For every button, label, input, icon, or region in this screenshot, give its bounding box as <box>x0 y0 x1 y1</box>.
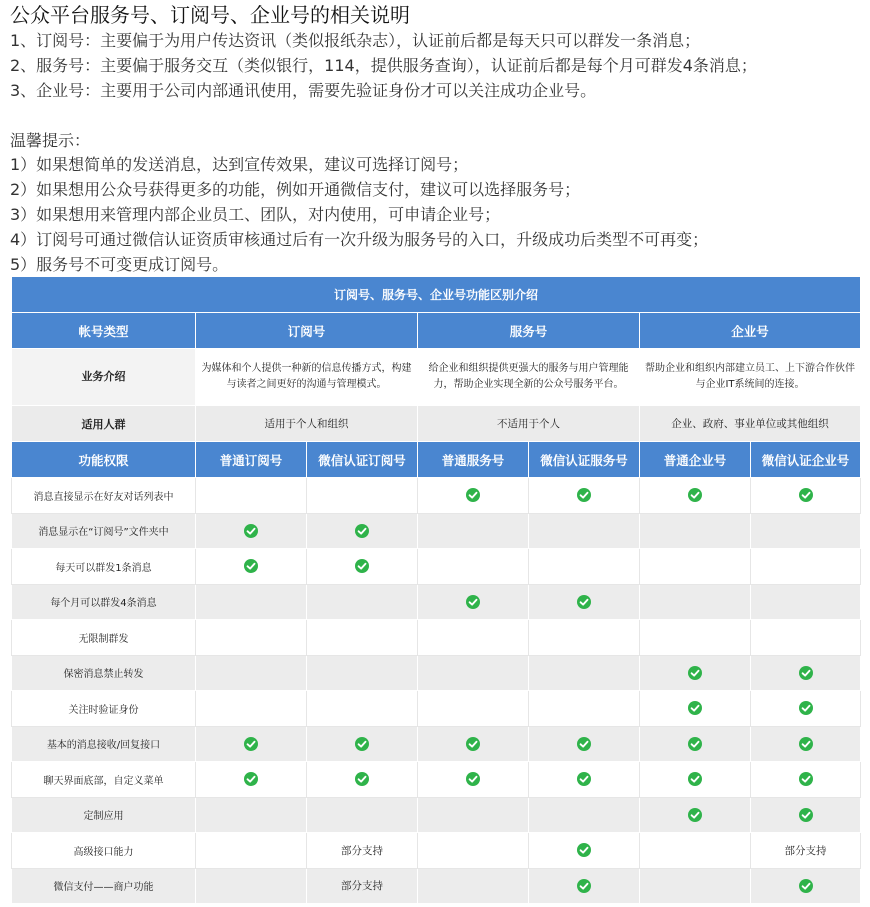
feature-cell-empty <box>640 620 751 656</box>
feature-cell-empty <box>640 833 751 869</box>
feature-cell-empty <box>196 620 307 656</box>
description-line: 5）服务号不可变更成订阅号。 <box>10 255 229 275</box>
check-icon <box>466 595 480 609</box>
audience-service: 不适用于个人 <box>418 406 640 442</box>
feature-cell-empty <box>196 655 307 691</box>
check-icon <box>244 737 258 751</box>
feature-label: 保密消息禁止转发 <box>12 655 196 691</box>
header-account-type: 帐号类型 <box>12 313 196 349</box>
table-row <box>12 620 861 656</box>
feature-cell-empty <box>196 833 307 869</box>
feature-cell-empty <box>418 868 529 904</box>
feature-cell-empty <box>196 868 307 904</box>
feature-label: 基本的消息接收/回复接口 <box>12 726 196 762</box>
table-row <box>12 797 861 833</box>
feature-cell-supported <box>529 478 640 514</box>
feature-column-header: 微信认证企业号 <box>751 442 861 478</box>
feature-cell-supported <box>307 726 418 762</box>
feature-cell-empty <box>418 513 529 549</box>
feature-cell-text: 部分支持 <box>751 833 861 869</box>
feature-cell-empty <box>307 655 418 691</box>
check-icon <box>577 737 591 751</box>
check-icon <box>577 488 591 502</box>
page-title: 公众平台服务号、订阅号、企业号的相关说明 <box>10 3 410 27</box>
check-icon <box>355 559 369 573</box>
feature-cell-text: 部分支持 <box>307 868 418 904</box>
feature-cell-empty <box>196 691 307 727</box>
feature-cell-empty <box>418 549 529 585</box>
check-icon <box>577 772 591 786</box>
check-icon <box>244 772 258 786</box>
description-line: 1、订阅号：主要偏于为用户传达资讯（类似报纸杂志），认证前后都是每天只可以群发一条消息； <box>10 31 701 50</box>
feature-cell-empty <box>529 620 640 656</box>
blank-line <box>10 104 870 129</box>
check-icon <box>799 488 813 502</box>
check-icon <box>688 737 702 751</box>
feature-cell-supported <box>196 549 307 585</box>
feature-cell-supported <box>640 726 751 762</box>
feature-cell-empty <box>418 833 529 869</box>
feature-column-header: 微信认证订阅号 <box>307 442 418 478</box>
feature-cell-supported <box>751 762 861 798</box>
check-icon <box>799 666 813 680</box>
check-icon <box>688 808 702 822</box>
feature-column-header: 微信认证服务号 <box>529 442 640 478</box>
feature-cell-supported <box>751 691 861 727</box>
check-icon <box>688 666 702 680</box>
check-icon <box>799 808 813 822</box>
feature-cell-supported <box>751 868 861 904</box>
feature-cell-empty <box>307 797 418 833</box>
feature-cell-supported <box>529 868 640 904</box>
description-line: 3）如果想用来管理内部企业员工、团队，对内使用，可申请企业号； <box>10 205 501 225</box>
feature-cell-empty <box>418 691 529 727</box>
feature-cell-supported <box>418 478 529 514</box>
feature-cell-empty <box>307 478 418 514</box>
feature-cell-empty <box>196 797 307 833</box>
table-caption: 订阅号、服务号、企业号功能区别介绍 <box>12 277 861 313</box>
header-subscription: 订阅号 <box>196 313 418 349</box>
feature-cell-supported <box>640 762 751 798</box>
feature-cell-supported <box>196 513 307 549</box>
feature-cell-empty <box>529 797 640 833</box>
feature-cell-text: 部分支持 <box>307 833 418 869</box>
check-icon <box>466 488 480 502</box>
description-lines <box>10 29 870 278</box>
feature-label: 每天可以群发1条消息 <box>12 549 196 585</box>
table-row <box>12 726 861 762</box>
check-icon <box>355 772 369 786</box>
feature-cell-empty <box>751 620 861 656</box>
audience-subscription: 适用于个人和组织 <box>196 406 418 442</box>
check-icon <box>466 772 480 786</box>
feature-cell-supported <box>640 478 751 514</box>
check-icon <box>355 524 369 538</box>
check-icon <box>688 772 702 786</box>
feature-cell-supported <box>529 584 640 620</box>
feature-cell-empty <box>529 691 640 727</box>
feature-cell-supported <box>751 478 861 514</box>
table-row <box>12 762 861 798</box>
feature-cell-supported <box>640 797 751 833</box>
table-row <box>12 549 861 585</box>
feature-permissions-header: 功能权限 <box>12 442 196 478</box>
feature-label: 定制应用 <box>12 797 196 833</box>
description-line: 4）订阅号可通过微信认证资质审核通过后有一次升级为服务号的入口，升级成功后类型不可再变； <box>10 230 709 250</box>
check-icon <box>688 701 702 715</box>
intro-subscription: 为媒体和个人提供一种新的信息传播方式，构建与读者之间更好的沟通与管理模式。 <box>196 349 418 406</box>
check-icon <box>799 701 813 715</box>
audience-label: 适用人群 <box>12 406 196 442</box>
check-icon <box>244 559 258 573</box>
feature-cell-empty <box>640 513 751 549</box>
feature-cell-supported <box>418 584 529 620</box>
feature-cell-empty <box>418 797 529 833</box>
feature-label: 微信支付——商户功能 <box>12 868 196 904</box>
description-line: 温馨提示： <box>10 130 91 150</box>
check-icon <box>799 737 813 751</box>
feature-column-header: 普通服务号 <box>418 442 529 478</box>
feature-cell-supported <box>529 833 640 869</box>
feature-cell-supported <box>751 655 861 691</box>
feature-cell-empty <box>751 513 861 549</box>
check-icon <box>355 737 369 751</box>
check-icon <box>799 772 813 786</box>
feature-cell-supported <box>751 797 861 833</box>
table-row <box>12 833 861 869</box>
feature-label: 每个月可以群发4条消息 <box>12 584 196 620</box>
feature-column-header: 普通企业号 <box>640 442 751 478</box>
feature-label: 消息显示在“订阅号”文件夹中 <box>12 513 196 549</box>
feature-cell-empty <box>418 620 529 656</box>
table-row <box>12 655 861 691</box>
feature-cell-supported <box>307 549 418 585</box>
feature-cell-supported <box>418 726 529 762</box>
check-icon <box>466 737 480 751</box>
check-icon <box>577 843 591 857</box>
feature-cell-supported <box>418 762 529 798</box>
feature-label: 消息直接显示在好友对话列表中 <box>12 478 196 514</box>
feature-cell-supported <box>307 513 418 549</box>
description-line: 1）如果想简单的发送消息，达到宣传效果，建议可选择订阅号； <box>10 155 469 175</box>
comparison-table <box>11 276 861 904</box>
feature-cell-supported <box>307 762 418 798</box>
check-icon <box>688 488 702 502</box>
description-line: 2）如果想用公众号获得更多的功能，例如开通微信支付，建议可以选择服务号； <box>10 180 581 200</box>
feature-label: 高级接口能力 <box>12 833 196 869</box>
description-line: 2、服务号：主要偏于服务交互（类似银行，114，提供服务查询），认证前后都是每个月可群发4条消息； <box>10 55 757 75</box>
intro-enterprise: 帮助企业和组织内部建立员工、上下游合作伙伴与企业IT系统间的连接。 <box>640 349 861 406</box>
feature-label: 无限制群发 <box>12 620 196 656</box>
feature-cell-supported <box>529 762 640 798</box>
feature-cell-empty <box>307 691 418 727</box>
feature-cell-supported <box>640 691 751 727</box>
feature-cell-empty <box>418 655 529 691</box>
feature-cell-empty <box>640 549 751 585</box>
table-row <box>12 513 861 549</box>
table-row <box>12 691 861 727</box>
feature-cell-empty <box>529 549 640 585</box>
feature-cell-supported <box>640 655 751 691</box>
feature-cell-empty <box>640 584 751 620</box>
feature-cell-empty <box>307 620 418 656</box>
feature-cell-empty <box>751 584 861 620</box>
feature-cell-supported <box>751 726 861 762</box>
feature-cell-empty <box>196 478 307 514</box>
header-enterprise: 企业号 <box>640 313 861 349</box>
intro-label: 业务介绍 <box>12 349 196 406</box>
intro-service: 给企业和组织提供更强大的服务与用户管理能力，帮助企业实现全新的公众号服务平台。 <box>418 349 640 406</box>
feature-cell-empty <box>529 513 640 549</box>
audience-enterprise: 企业、政府、事业单位或其他组织 <box>640 406 861 442</box>
feature-cell-empty <box>640 868 751 904</box>
table-row <box>12 868 861 904</box>
table-row <box>12 584 861 620</box>
feature-cell-supported <box>196 762 307 798</box>
feature-cell-empty <box>307 584 418 620</box>
feature-column-header: 普通订阅号 <box>196 442 307 478</box>
feature-label: 聊天界面底部，自定义菜单 <box>12 762 196 798</box>
header-service: 服务号 <box>418 313 640 349</box>
feature-cell-empty <box>529 655 640 691</box>
check-icon <box>799 879 813 893</box>
check-icon <box>577 595 591 609</box>
table-row <box>12 478 861 514</box>
feature-cell-supported <box>196 726 307 762</box>
feature-cell-supported <box>529 726 640 762</box>
feature-label: 关注时验证身份 <box>12 691 196 727</box>
check-icon <box>244 524 258 538</box>
check-icon <box>577 879 591 893</box>
feature-cell-empty <box>196 584 307 620</box>
feature-cell-empty <box>751 549 861 585</box>
description-line: 3、企业号：主要用于公司内部通讯使用，需要先验证身份才可以关注成功企业号。 <box>10 80 597 100</box>
